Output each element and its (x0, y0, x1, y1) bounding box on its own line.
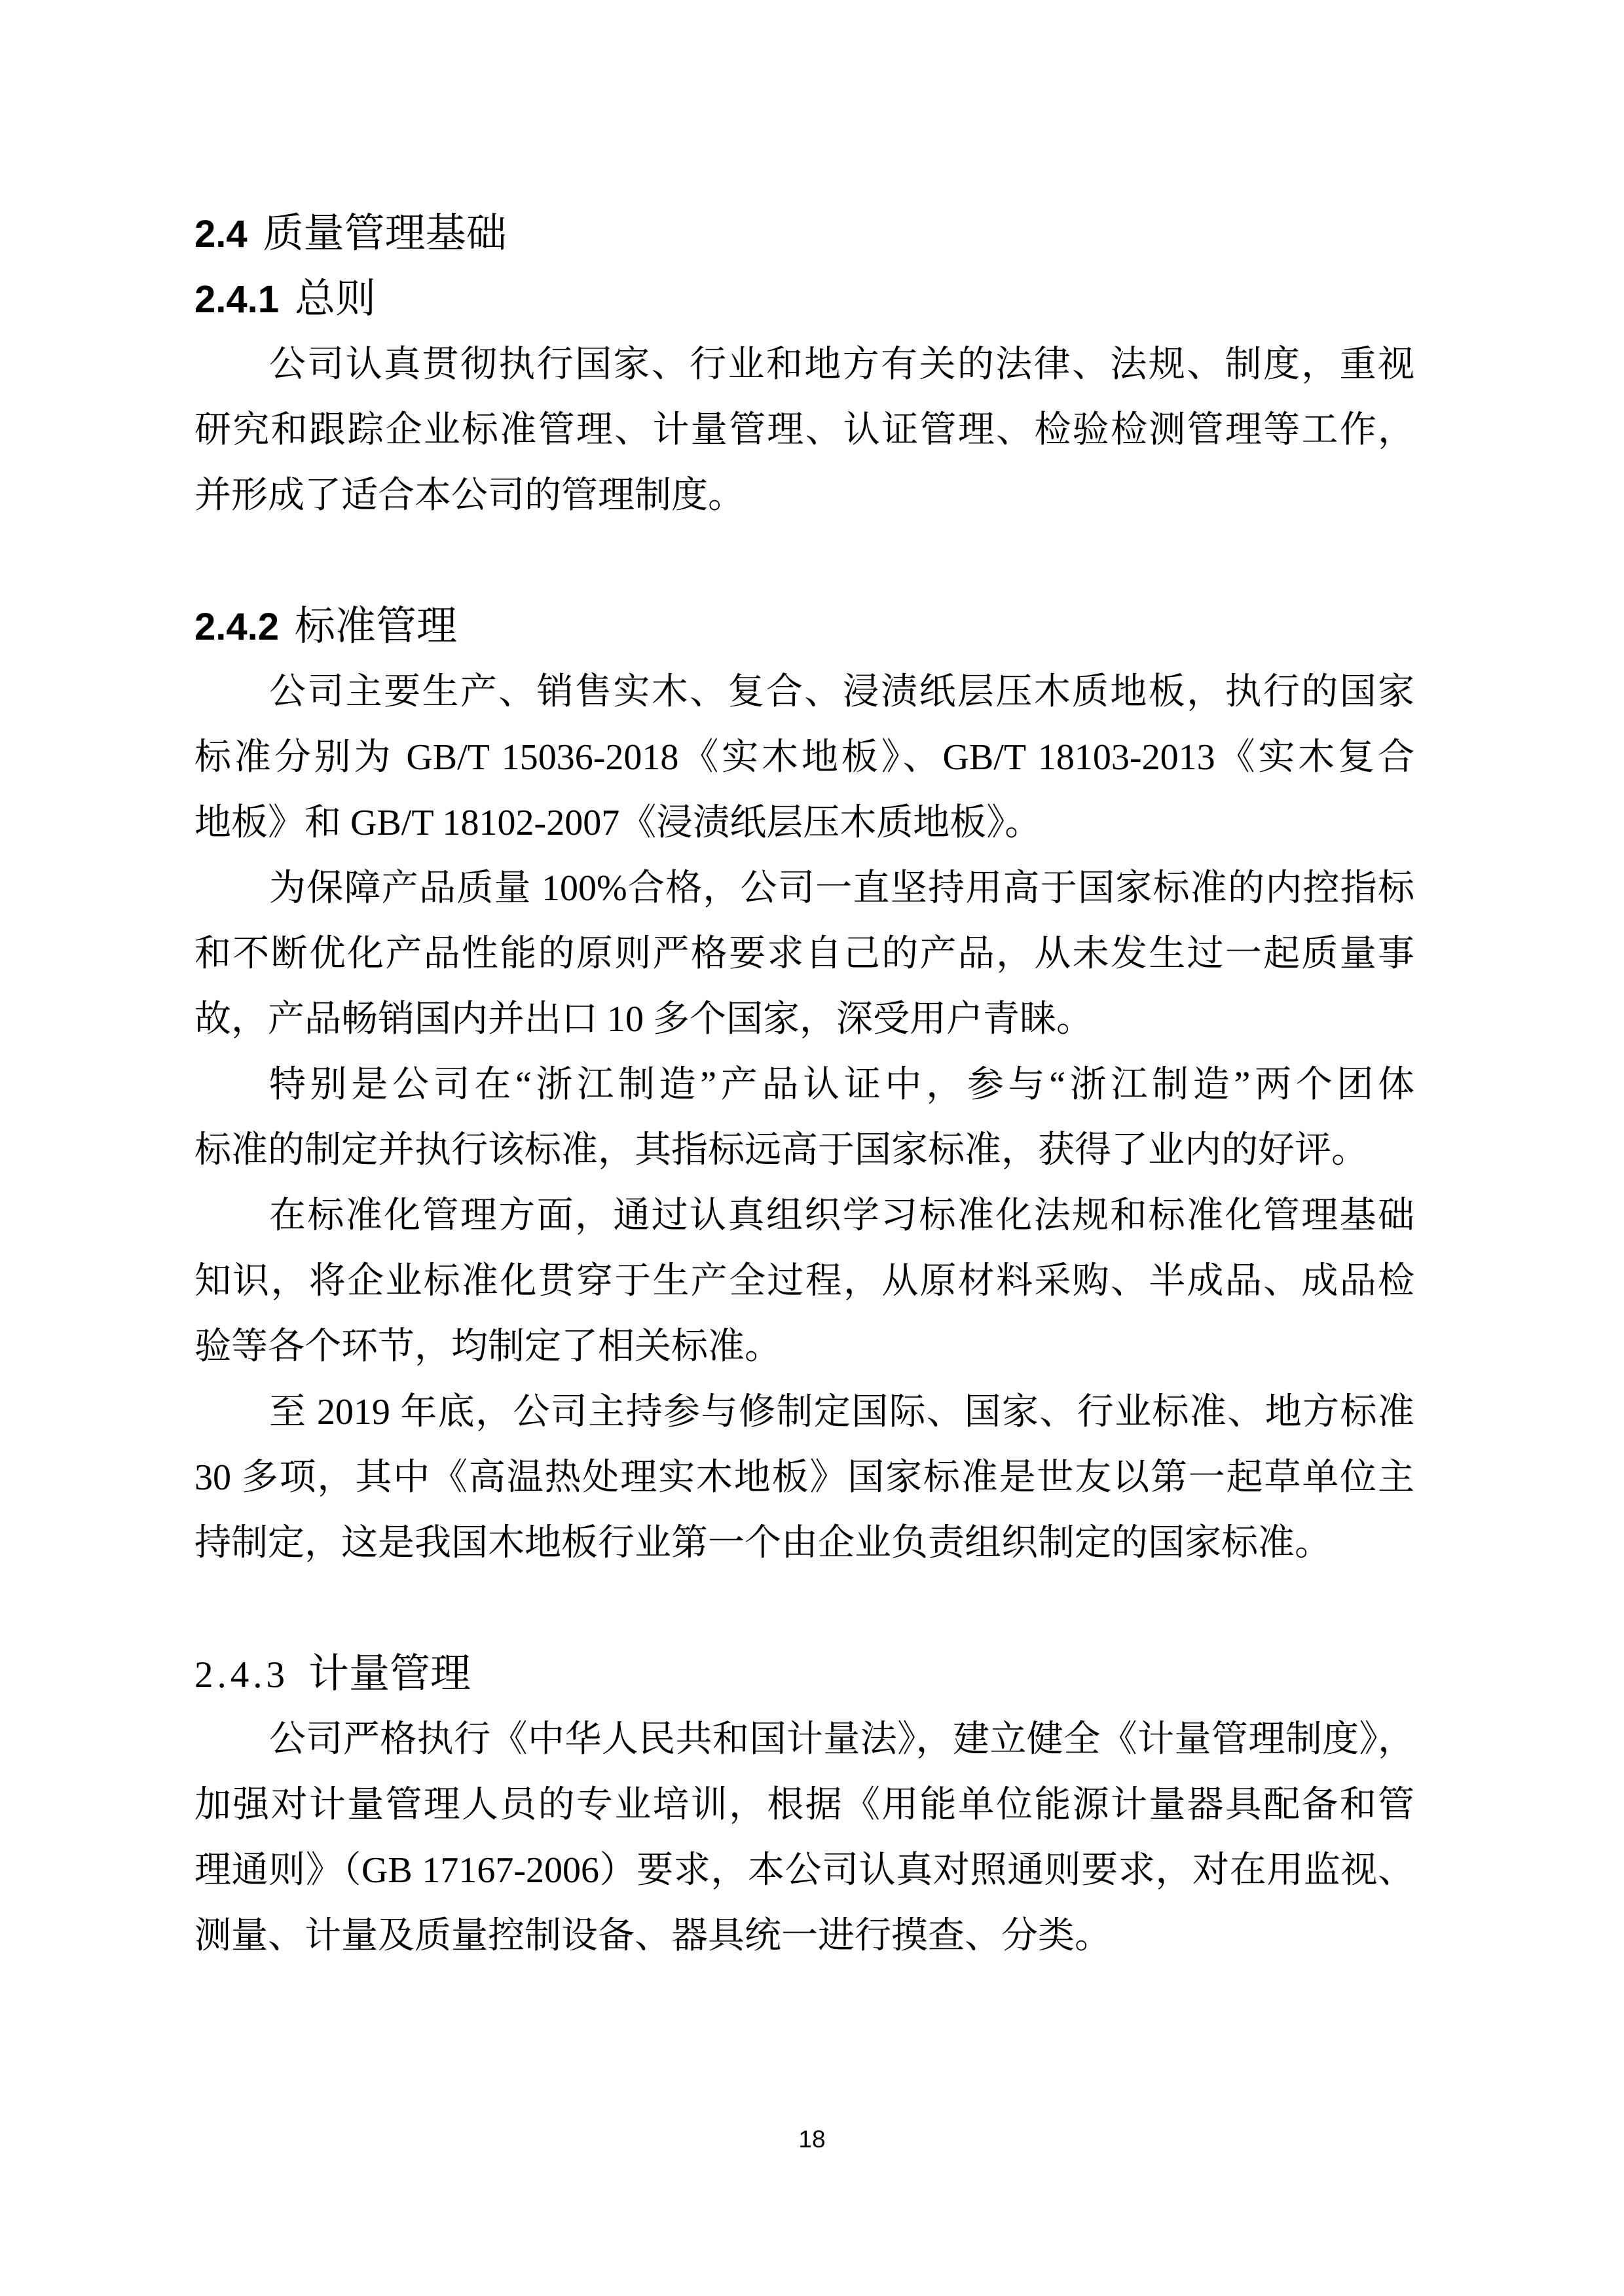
paragraph-line: 验等各个环节，均制定了相关标准。 (194, 1326, 781, 1367)
paragraph-line: 加强对计量管理人员的专业培训，根据《用能单位能源计量器具配备和管 (194, 1785, 1414, 1825)
paragraph-line: 公司认真贯彻执行国家、行业和地方有关的法律、法规、制度，重视 (269, 344, 1414, 385)
paragraph-line: 公司主要生产、销售实木、复合、浸渍纸层压木质地板，执行的国家 (269, 672, 1414, 712)
paragraph-line: 故，产品畅销国内并出口 10 多个国家，深受用户青睐。 (194, 999, 1093, 1040)
section-heading-2-4-3 (194, 1641, 1414, 1707)
paragraph-line: 在标准化管理方面，通过认真组织学习标准化法规和标准化管理基础 (269, 1195, 1414, 1236)
paragraph-line: 为保障产品质量 100%合格，公司一直坚持用高于国家标准的内控指标 (269, 868, 1414, 909)
blank-line (194, 1576, 1414, 1641)
paragraph-line: 并形成了适合本公司的管理制度。 (194, 475, 745, 516)
section-number: 2.4.2 (194, 606, 279, 648)
paragraph-line: 至 2019 年底，公司主持参与修制定国际、国家、行业标准、地方标准 (269, 1392, 1414, 1432)
section-heading-2-4-2 (194, 594, 1414, 659)
section-number: 2.4 (194, 213, 248, 255)
paragraph-line: 测量、计量及质量控制设备、器具统一进行摸查、分类。 (194, 1916, 1111, 1956)
section-title: 计量管理 (308, 1652, 471, 1696)
section-title: 质量管理基础 (263, 211, 507, 256)
section-title: 标准管理 (295, 604, 458, 649)
paragraph-line: 研究和跟踪企业标准管理、计量管理、认证管理、检验检测管理等工作， (194, 410, 1414, 450)
section-heading-2-4 (194, 201, 1414, 266)
paragraph-line: 特别是公司在“浙江制造”产品认证中，参与“浙江制造”两个团体 (269, 1065, 1414, 1105)
document-body (194, 201, 1414, 1969)
section-number: 2.4.1 (194, 278, 279, 321)
paragraph-line: 持制定，这是我国木地板行业第一个由企业负责组织制定的国家标准。 (194, 1523, 1331, 1563)
blank-line (194, 528, 1414, 594)
paragraph-line: 地板》和 GB/T 18102-2007《浸渍纸层压木质地板》。 (194, 803, 1042, 843)
paragraph-line: 30 多项，其中《高温热处理实木地板》国家标准是世友以第一起草单位主 (194, 1457, 1414, 1498)
paragraph-line: 知识，将企业标准化贯穿于生产全过程，从原材料采购、半成品、成品检 (194, 1261, 1414, 1302)
paragraph-line: 理通则》（GB 17167-2006）要求，本公司认真对照通则要求，对在用监视、 (194, 1850, 1414, 1891)
paragraph-line: 标准的制定并执行该标准，其指标远高于国家标准，获得了业内的好评。 (194, 1130, 1368, 1171)
section-title: 总则 (295, 277, 377, 321)
page-number: 18 (798, 2126, 826, 2153)
paragraph-line: 和不断优化产品性能的原则严格要求自己的产品，从未发生过一起质量事 (194, 934, 1414, 974)
paragraph-line: 公司严格执行《中华人民共和国计量法》，建立健全《计量管理制度》， (269, 1719, 1414, 1760)
section-heading-2-4-1 (194, 266, 1414, 332)
section-number: 2.4.3 (194, 1654, 289, 1696)
paragraph-line: 标准分别为 GB/T 15036-2018《实木地板》、GB/T 18103-2013《实木复合 (194, 737, 1414, 778)
